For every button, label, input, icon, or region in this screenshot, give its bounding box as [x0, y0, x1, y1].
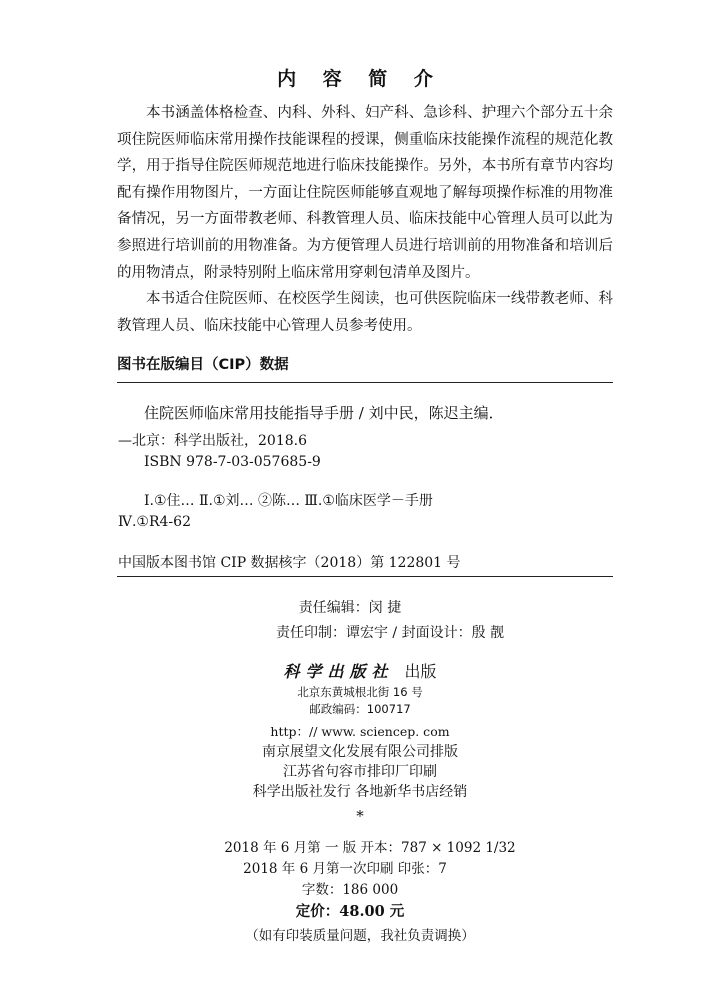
publisher-name-line — [0, 660, 720, 684]
credits-block — [0, 596, 720, 646]
cip-top-rule — [117, 382, 613, 383]
cip-header: 图书在版编目（CIP）数据 — [117, 357, 289, 373]
edition-line: 2018 年 6 月第 一 版 开本：787 × 1092 1/32 — [224, 840, 516, 856]
intro-paragraph-1: 本书涵盖体格检查、内科、外科、妇产科、急诊科、护理六个部分五十余项住院医师临床常用操作技能课程的授课，侧重临床技能操作流程的规范化教学，用于指导住院医师规范地进行临床技能操作。另外，本书所有章节内容均配有操作用物图片，一方面让住院医师能够直观地了解每项操作标准的用物准备情况，另一方面带教老师、科教管理人员、临床技能中心管理人员可以此为参照进行培训前的用物准备。为方便管理人员进行培训前的用物准备和培训后的用物清点，附录特别附上临床常用穿刺包清单及图片。 — [117, 105, 613, 281]
quality-notice: （如有印装质量问题，我社负责调换） — [245, 928, 475, 944]
publish-suffix: 出版 — [404, 662, 437, 681]
price-line: 定价：48.00 元 — [295, 903, 405, 920]
cip-verify-line: 中国版本图书馆 CIP 数据核字（2018）第 122801 号 — [118, 555, 461, 571]
distributor-line: 科学出版社发行 各地新华书店经销 — [252, 784, 468, 800]
publisher-block — [0, 660, 720, 828]
cip-classification-line-2: Ⅳ.①R4-62 — [118, 514, 191, 530]
printing-line: 2018 年 6 月第一次印刷 印张：7 — [243, 861, 447, 877]
print-design-line: 责任印制：谭宏宇 / 封面设计：殷 靓 — [275, 625, 505, 641]
cip-isbn-line: ISBN 978-7-03-057685-9 — [144, 454, 321, 470]
intro-text — [117, 100, 613, 339]
cip-title-line: 住院医师临床常用技能指导手册 / 刘中民，陈迟主编． — [144, 404, 504, 422]
edition-block — [0, 838, 720, 947]
cip-publisher-line: —北京：科学出版社，2018.6 — [118, 433, 307, 449]
publisher-address: 北京东黄城根北街 16 号 — [297, 685, 423, 699]
intro-paragraph-2: 本书适合住院医师、在校医学生阅读，也可供医院临床一线带教老师、科教管理人员、临床技能中心管理人员参考使用。 — [117, 291, 613, 334]
editor-line: 责任编辑：闵 捷 — [298, 600, 402, 616]
word-count-line: 字数：186 000 — [301, 882, 399, 898]
cip-block — [118, 402, 614, 572]
publisher-seal: 科学出版社 — [283, 662, 394, 681]
cip-classification-line-1: Ⅰ.①住… Ⅱ.①刘… ②陈… Ⅲ.①临床医学－手册 — [144, 493, 433, 509]
separator-star: * — [356, 807, 364, 825]
cip-bottom-rule — [117, 576, 613, 577]
publisher-postcode: 邮政编码：100717 — [309, 702, 411, 716]
section-heading: 内 容 简 介 — [277, 68, 443, 90]
publisher-website: http：// www. sciencep. com — [270, 724, 450, 739]
typesetter-line: 南京展望文化发展有限公司排版 — [262, 744, 458, 760]
printer-line: 江苏省句容市排印厂印刷 — [283, 764, 437, 780]
